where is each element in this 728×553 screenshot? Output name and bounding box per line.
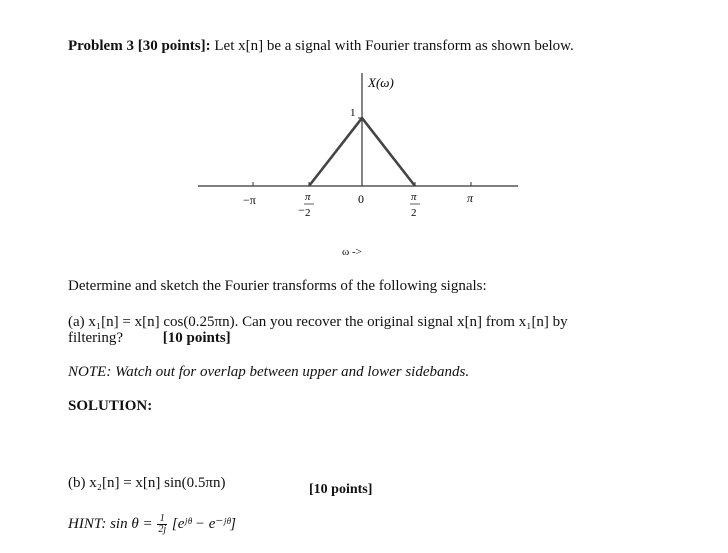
part-b-text: (b) x₂[n] = x[n] sin(0.5πn) [68,475,226,491]
problem-intro: Let x[n] be a signal with Fourier transform as shown below. [214,38,574,54]
peak-label: 1 [350,107,356,119]
tick-neg-pi-label: −π [243,193,256,207]
tick-pi-label: π [467,191,474,205]
tick-zero-label: 0 [358,192,364,206]
tick-neg-half-pi-num: π [305,191,311,203]
part-a-filtering: filtering? [68,330,123,346]
note-text: NOTE: Watch out for overlap between upper and lower sidebands. [68,364,470,380]
y-axis-label: X(ω) [368,75,394,90]
fourier-transform-figure [190,68,530,228]
hint-frac-num: 1 [157,514,167,525]
hint-frac-den: 2j [158,524,167,536]
x-axis-label: ω -> [342,246,362,258]
hint-fraction [157,514,167,535]
part-a-line2 [68,330,231,347]
part-b-points: [10 points] [309,482,373,497]
tick-pos-half-pi-num: π [411,191,417,203]
hint-prefix: HINT: sin θ = [68,516,153,532]
hint-line [68,514,236,535]
instructions-text: Determine and sketch the Fourier transforms of the following signals: [68,278,487,294]
hint-suffix: [eʲᶿ − e⁻ʲᶿ] [171,516,236,532]
problem-heading: Problem 3 [30 points]: [68,38,211,54]
part-a-line1: (a) x₁[n] = x[n] cos(0.25πn). Can you recover the original signal x[n] from x₁[n] by [68,314,568,330]
part-a-points: [10 points] [162,330,231,346]
problem-heading-line [68,38,574,55]
tick-neg-half-pi-den: 2 [305,207,311,219]
solution-label: SOLUTION: [68,398,153,414]
tick-neg-sign: − [298,203,305,217]
tick-pos-half-pi-den: 2 [411,207,417,219]
